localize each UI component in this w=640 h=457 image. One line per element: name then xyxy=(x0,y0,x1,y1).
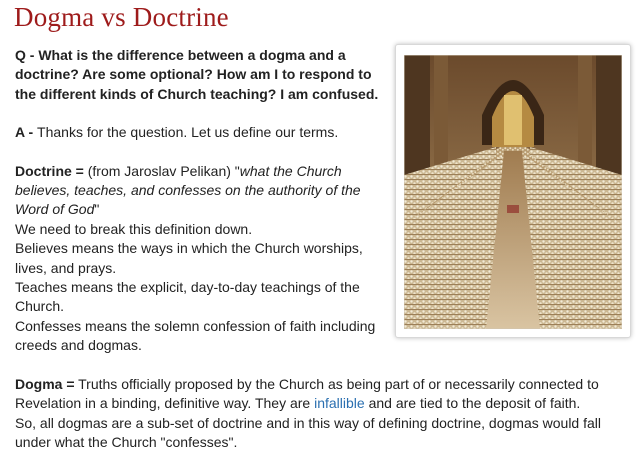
dogma-line-4: under what the Church "confesses". xyxy=(15,433,238,450)
article-body xyxy=(15,46,627,452)
infallible-link[interactable]: infallible xyxy=(314,395,365,412)
doctrine-line-6: Confesses means the solemn confession of faith including xyxy=(15,317,376,334)
question-line-2: doctrine? Are some optional? How am I to respond to xyxy=(15,66,372,83)
doctrine-line-7: creeds and dogmas. xyxy=(15,337,142,354)
dogma-line-2b: and are tied to the deposit of faith. xyxy=(364,395,581,412)
doctrine-line-3: lives, and prays. xyxy=(15,259,117,276)
dogma-line-2a: Revelation in a binding, definitive way. They are xyxy=(15,395,315,412)
doctrine-quote-close: " xyxy=(94,201,100,218)
page-title: Dogma vs Doctrine xyxy=(14,2,229,32)
doctrine-quote-1: what the Church xyxy=(239,162,342,179)
dogma-line-1: Truths officially proposed by the Church as being part of or necessarily connected to xyxy=(74,375,599,392)
doctrine-line-1: We need to break this definition down. xyxy=(15,220,253,237)
doctrine-quote-2: believes, teaches, and confesses on the authority of the xyxy=(15,182,361,199)
answer-label: A - xyxy=(15,124,38,141)
question-line-3: the different kinds of Church teaching? I am confused. xyxy=(15,85,379,102)
dogma-line-3: So, all dogmas are a sub-set of doctrine and in this way of defining doctrine, dogmas would fall xyxy=(15,414,601,431)
doctrine-line-2: Believes means the ways in which the Church worships, xyxy=(15,240,363,257)
dogma-term: Dogma = xyxy=(15,375,75,392)
question-paragraph xyxy=(15,46,387,104)
doctrine-paragraph xyxy=(15,162,387,356)
doctrine-source: (from Jaroslav Pelikan) " xyxy=(83,162,240,179)
answer-text: Thanks for the question. Let us define our terms. xyxy=(37,124,339,141)
answer-paragraph xyxy=(15,123,387,142)
doctrine-line-4: Teaches means the explicit, day-to-day teachings of the xyxy=(15,279,360,296)
doctrine-line-5: Church. xyxy=(15,298,65,315)
question-line-1: What is the difference between a dogma and a xyxy=(38,47,346,63)
doctrine-quote-3: Word of God xyxy=(15,201,95,218)
question-label: Q - xyxy=(15,47,39,63)
dogma-paragraph xyxy=(15,375,627,453)
doctrine-term: Doctrine = xyxy=(15,162,84,179)
